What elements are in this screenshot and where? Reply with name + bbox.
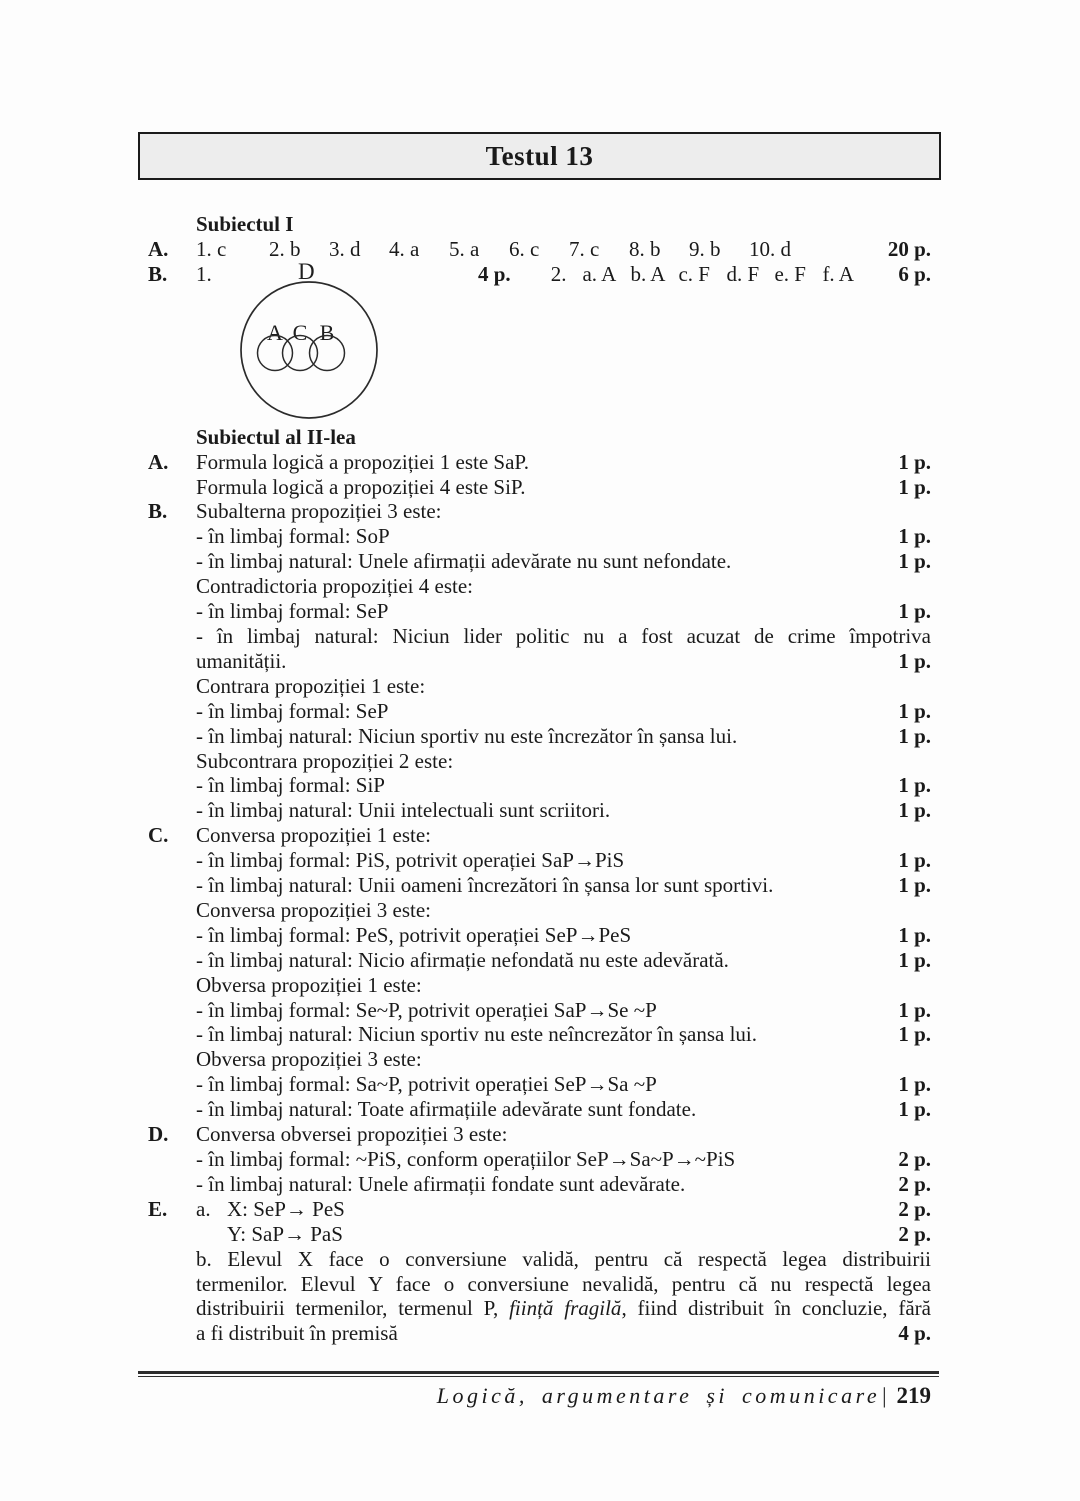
points-value: 1 p. (898, 1022, 931, 1047)
line-text: - în limbaj formal: PeS, potrivit operației SeP→PeS (196, 922, 632, 947)
line-text: Contrara propoziției 1 este: (196, 673, 426, 698)
points-value: 2 p. (898, 1221, 931, 1246)
text-segment: distribuirii termenilor, termenul P, (196, 1296, 510, 1321)
points-value: 1 p. (898, 773, 931, 798)
answer-line (148, 1321, 931, 1346)
answer-line (148, 998, 931, 1023)
answer-line (148, 948, 931, 973)
line-text: - în limbaj formal: Sa~P, potrivit operației SeP→Sa ~P (196, 1072, 657, 1097)
points-value: 1 p. (898, 698, 931, 723)
answer-line (148, 524, 931, 549)
line-text: - în limbaj formal: SeP (196, 599, 389, 624)
footer-separator: | (882, 1383, 887, 1408)
points-value: 1 p. (898, 648, 931, 673)
line-text: Y: SaP→ PaS (227, 1221, 343, 1246)
sub-label: a. (196, 1196, 211, 1221)
answer-item: 7. c (569, 236, 600, 261)
row-a-label: A. (148, 236, 169, 261)
line-text: - în limbaj formal: SoP (196, 524, 390, 549)
line-text: - în limbaj formal: Se~P, potrivit operației SaP→Se ~P (196, 997, 657, 1022)
answer-line (148, 823, 931, 848)
line-text: termenilor. Elevul Y face o conversiune nevalidă, pentru că nu respectă legea (196, 1271, 931, 1296)
row-b-points1: 4 p. (478, 261, 511, 286)
line-text: Conversa obversei propoziției 3 este: (196, 1122, 508, 1147)
answer-line (148, 1296, 931, 1321)
answer-line (148, 649, 931, 674)
section-label: E. (148, 1196, 168, 1221)
line-text: - în limbaj natural: Toate afirmațiile adevărate sunt fondate. (196, 1097, 697, 1122)
answer-line (148, 1247, 931, 1272)
answer-item: a. A (582, 261, 617, 286)
answer-line (148, 1222, 931, 1247)
line-text: X: SeP→ PeS (227, 1196, 345, 1221)
line-text: - în limbaj natural: Niciun sportiv nu este încrezător în șansa lui. (196, 723, 738, 748)
line-text: - în limbaj natural: Nicio afirmație nefondată nu este adevărată. (196, 947, 729, 972)
answer-item: e. F (774, 261, 806, 286)
answer-line (148, 499, 931, 524)
line-text: - în limbaj formal: SiP (196, 773, 385, 798)
points-value: 1 p. (898, 474, 931, 499)
answer-item: 10. d (749, 236, 791, 261)
points-value: 1 p. (898, 524, 931, 549)
answer-item: 3. d (329, 236, 361, 261)
points-value: 4 p. (898, 1321, 931, 1346)
answer-item: 5. a (449, 236, 480, 261)
points-value: 2 p. (898, 1171, 931, 1196)
line-text: umanității. (196, 648, 287, 673)
row-b-item1: 1. (196, 261, 212, 286)
venn-label-c: C (292, 320, 308, 345)
answer-line (148, 1097, 931, 1122)
line-text: - în limbaj formal: PiS, potrivit operației SaP→PiS (196, 848, 625, 873)
points-value: 1 p. (898, 997, 931, 1022)
answer-line (148, 674, 931, 699)
points-value: 1 p. (898, 947, 931, 972)
answer-line (148, 699, 931, 724)
answer-item: 9. b (689, 236, 721, 261)
line-text: Conversa propoziției 3 este: (196, 897, 432, 922)
points-value: 1 p. (898, 1072, 931, 1097)
row-b-item2: 2. (550, 261, 567, 286)
answer-item: d. F (726, 261, 760, 286)
answer-item: f. A (822, 261, 854, 286)
answer-line (148, 549, 931, 574)
venn-outer-label: D (298, 259, 315, 284)
line-text: Contradictoria propoziției 4 este: (196, 574, 473, 599)
answer-line (148, 873, 931, 898)
points-value: 1 p. (898, 549, 931, 574)
test-title: Testul 13 (485, 140, 594, 171)
points-value: 1 p. (898, 599, 931, 624)
line-text: b. Elevul X face o conversiune validă, pentru că respectă legea distribuirii (196, 1246, 931, 1271)
line-text: - în limbaj natural: Unele afirmații fondate sunt adevărate. (196, 1171, 686, 1196)
answer-item: c. F (678, 261, 710, 286)
line-text: - în limbaj natural: Niciun sportiv nu este neîncrezător în șansa lui. (196, 1022, 758, 1047)
answer-line (148, 898, 931, 923)
line-text (196, 1296, 931, 1321)
points-value: 1 p. (898, 873, 931, 898)
answer-line (148, 1072, 931, 1097)
line-text: Conversa propoziției 1 este: (196, 823, 432, 848)
points-value: 2 p. (898, 1147, 931, 1171)
section-label: D. (148, 1122, 169, 1147)
answer-line (148, 1147, 931, 1172)
answer-line (148, 624, 931, 649)
answer-line (148, 1022, 931, 1047)
section-label: A. (148, 449, 169, 474)
answer-item: 1. c (196, 236, 227, 261)
text-segment: , fiind distribuit în concluzie, fără (621, 1296, 931, 1321)
line-text: a fi distribuit în premisă (196, 1321, 398, 1346)
line-text: Obversa propoziției 3 este: (196, 1047, 422, 1072)
answer-line (148, 574, 931, 599)
line-text: Obversa propoziției 1 este: (196, 972, 422, 997)
answer-line (148, 1172, 931, 1197)
points-value: 2 p. (898, 1196, 931, 1221)
line-text: - în limbaj formal: ~PiS, conform operațiilor SeP→Sa~P→~PiS (196, 1147, 736, 1171)
answer-line (148, 450, 931, 475)
points-value: 1 p. (898, 723, 931, 748)
line-text: - în limbaj natural: Niciun lider politic nu a fost acuzat de crime împotriva (196, 623, 931, 648)
line-text: - în limbaj natural: Unii intelectuali sunt scriitori. (196, 798, 611, 823)
footer (437, 1384, 931, 1409)
row-a-points: 20 p. (887, 236, 931, 261)
line-text: - în limbaj natural: Unii oameni încrezători în șansa lor sunt sportivi. (196, 873, 774, 898)
points-value: 1 p. (898, 1097, 931, 1122)
section-label: B. (148, 499, 168, 524)
row-b-answers (582, 262, 870, 287)
points-value: 1 p. (898, 922, 931, 947)
line-text: - în limbaj formal: SeP (196, 698, 389, 723)
answer-line (148, 475, 931, 500)
answer-item: 2. b (269, 236, 301, 261)
subject2-lines (148, 450, 931, 1347)
answer-line (148, 798, 931, 823)
row-b-label: B. (148, 261, 168, 286)
answer-line (148, 599, 931, 624)
answer-item: 4. a (389, 236, 420, 261)
answer-line (148, 923, 931, 948)
answer-item: b. A (630, 261, 666, 286)
answer-line (148, 848, 931, 873)
answer-line (148, 1272, 931, 1297)
answer-line (148, 973, 931, 998)
line-text: Formula logică a propoziției 4 este SiP. (196, 474, 526, 499)
points-value: 1 p. (898, 848, 931, 873)
footer-rule (138, 1371, 939, 1377)
points-value: 1 p. (898, 449, 931, 474)
section-label: C. (148, 823, 169, 848)
answer-line (148, 724, 931, 749)
venn-label-a: A (267, 320, 283, 345)
venn-label-b: B (319, 320, 335, 345)
line-text: Formula logică a propoziției 1 este SaP. (196, 449, 530, 474)
answer-line (148, 1047, 931, 1072)
test-title-box (138, 132, 941, 180)
line-text: - în limbaj natural: Unele afirmații adevărate nu sunt nefondate. (196, 549, 732, 574)
answer-item: 6. c (509, 236, 540, 261)
venn-diagram (230, 248, 390, 424)
subject2-heading: Subiectul al II-lea (196, 424, 356, 449)
line-text: Subalterna propoziției 3 este: (196, 499, 442, 524)
answer-item: 8. b (629, 236, 661, 261)
line-text: Subcontrara propoziției 2 este: (196, 748, 454, 773)
footer-page-number: 219 (896, 1383, 931, 1408)
points-value: 1 p. (898, 798, 931, 823)
footer-book-title: Logică, argumentare și comunicare (436, 1383, 881, 1408)
answer-line (148, 749, 931, 774)
answer-line (148, 1122, 931, 1147)
answer-line (148, 1197, 931, 1222)
row-b-points2: 6 p. (898, 261, 931, 286)
subject1-heading: Subiectul I (196, 212, 294, 236)
italic-text: ființă fragilă (509, 1296, 622, 1321)
answer-line (148, 773, 931, 798)
